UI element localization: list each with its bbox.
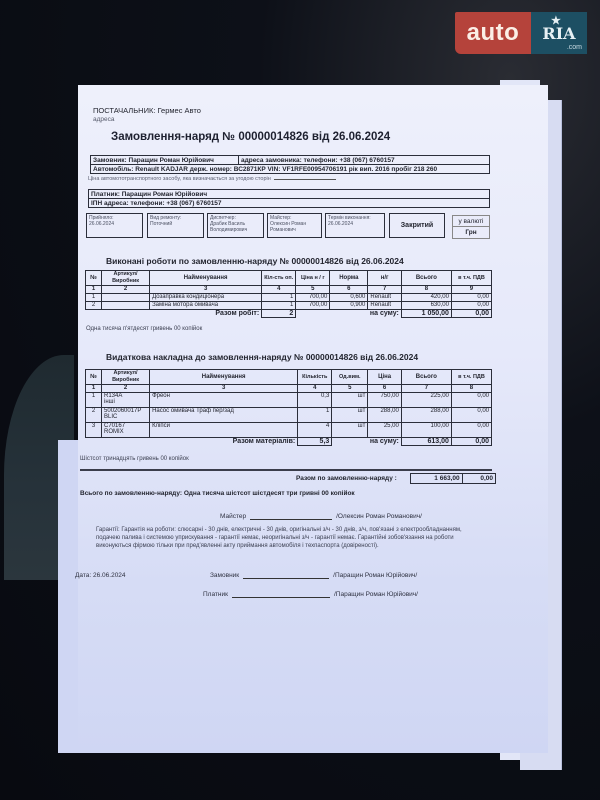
- materials-sum-vat: 0,00: [451, 438, 491, 446]
- payer-signature: [203, 591, 418, 598]
- grand-total-value: 1 663,00: [411, 474, 463, 483]
- colnum: 8: [451, 385, 491, 393]
- col-vat: в т.ч. ПДВ: [451, 271, 491, 286]
- cell-qty: 1: [262, 302, 296, 310]
- materials-header-row: [86, 370, 492, 385]
- cell-vat: 0,00: [451, 423, 491, 438]
- info-value: 26.06.2024: [328, 221, 354, 227]
- materials-in-words: Шістсот тринадцять гривень 00 копійок: [80, 456, 189, 462]
- col-total: Всього: [401, 370, 451, 385]
- colnum: 3: [150, 385, 298, 393]
- info-value: 26.06.2024: [89, 221, 115, 227]
- col-name: Найменування: [150, 370, 298, 385]
- currency-label: у валюті: [453, 216, 489, 227]
- works-colnum-row: [86, 286, 492, 294]
- info-value: Драбик Василь Володимирович: [210, 221, 248, 233]
- cell-article: [102, 294, 150, 302]
- document-date: Дата: 26.06.2024: [75, 572, 126, 579]
- colnum: 8: [401, 286, 451, 294]
- document-title: Замовлення-наряд № 00000014826 від 26.06.2024: [111, 131, 391, 143]
- cell-name: Дозаправка кондиціонера: [150, 294, 262, 302]
- materials-subtotal-row: [86, 438, 492, 446]
- cell-qty: 1: [262, 294, 296, 302]
- works-header-row: [86, 271, 492, 286]
- col-unit: Од.вим.: [332, 370, 368, 385]
- payer-sig-label: Платник: [203, 591, 228, 598]
- cell-article: [102, 393, 150, 408]
- cell-article: [102, 302, 150, 310]
- price-note-text: Ціна автомототранспортного засобу, яка визначається за угодою сторін: [88, 176, 271, 182]
- info-value: Олексин Роман Романович: [270, 221, 307, 233]
- colnum: 6: [368, 385, 402, 393]
- currency-box: [452, 215, 490, 239]
- works-table: [85, 270, 492, 318]
- cell-qty: 0,3: [298, 393, 332, 408]
- payer-name: Платник: Паращин Роман Юрійович: [91, 191, 208, 198]
- cell-total: 100,00: [401, 423, 451, 438]
- article-code: C70167: [104, 423, 126, 429]
- info-value: Поточний: [150, 221, 173, 227]
- works-subtotal-label: Разом робіт:: [215, 310, 260, 318]
- col-price: Ціна: [368, 370, 402, 385]
- colnum: 1: [86, 385, 102, 393]
- article-maker: BLIC: [104, 414, 118, 420]
- signature-line: [232, 597, 330, 598]
- master-signature: [220, 513, 422, 520]
- cell-name: Кліпси: [150, 423, 298, 438]
- materials-sum-total: 613,00: [401, 438, 451, 446]
- grand-total-box: [410, 473, 496, 484]
- cell-unit: шт: [332, 423, 368, 438]
- cell-no: 2: [86, 302, 102, 310]
- info-label: Майстер:: [270, 215, 292, 221]
- cell-name: Заміна мотора омивача: [150, 302, 262, 310]
- info-label: Вид ремонту:: [150, 215, 182, 221]
- works-sum-label: на суму:: [369, 310, 399, 318]
- cell-total: 225,00: [401, 393, 451, 408]
- materials-title: Видаткова накладна до замовлення-наряду № 00000014826 від 26.06.2024: [106, 352, 419, 362]
- spacer: [330, 310, 368, 318]
- colnum: 2: [102, 385, 150, 393]
- col-no: №: [86, 370, 102, 385]
- table-row: [86, 393, 492, 408]
- cell-name: Насос омивача Траф пер/зад: [150, 408, 298, 423]
- master-name: /Олексин Роман Романович/: [336, 513, 422, 520]
- col-name: Найменування: [150, 271, 262, 286]
- col-price: Ціна н / г: [296, 271, 330, 286]
- article-code: 5002060017P: [104, 408, 142, 414]
- info-dispatcher: [207, 213, 264, 238]
- colnum: 1: [86, 286, 102, 294]
- divider: [80, 469, 492, 471]
- colnum: 2: [102, 286, 150, 294]
- cell-price: 25,00: [368, 423, 402, 438]
- article-maker: ROMIX: [104, 429, 124, 435]
- cell-norm: 0,900: [330, 302, 368, 310]
- materials-subtotal-qty: 5,3: [298, 438, 332, 446]
- article-maker: інші: [104, 399, 115, 405]
- vehicle-info: Автомобіль: Renault KADJAR держ. номер: ВС2871КР VIN: VF1RFE00954706191 рік вип. 2016 пробіг 218 260: [93, 166, 438, 173]
- cell-qty: 1: [298, 408, 332, 423]
- signature-line: [250, 519, 332, 520]
- materials-sum-label: на суму:: [369, 438, 399, 446]
- spacer: [332, 438, 368, 446]
- cell-price: 750,00: [368, 393, 402, 408]
- info-repair-type: [147, 213, 204, 238]
- cell-article: [102, 408, 150, 423]
- star-icon: ★: [551, 14, 561, 27]
- col-total: Всього: [401, 271, 451, 286]
- works-in-words: Одна тисяча п'ятдесят гривень 00 копійок: [86, 326, 203, 332]
- col-norm: Норма: [330, 271, 368, 286]
- cell-vat: 0,00: [451, 408, 491, 423]
- cell-unit: шт: [332, 393, 368, 408]
- info-deadline: [325, 213, 385, 238]
- customer-address: адреса замовника: телефони: +38 (067) 6760157: [238, 156, 399, 164]
- materials-subtotal-label: Разом матеріалів:: [232, 438, 296, 446]
- grand-total-vat: 0,00: [480, 475, 493, 482]
- colnum: 4: [298, 385, 332, 393]
- customer-signature: [210, 572, 417, 579]
- colnum: 9: [451, 286, 491, 294]
- works-subtotal-row: [86, 310, 492, 318]
- vehicle-row: [90, 164, 490, 174]
- materials-table: [85, 369, 492, 446]
- currency-value: Грн: [465, 229, 477, 236]
- col-no: №: [86, 271, 102, 286]
- colnum: 7: [401, 385, 451, 393]
- colnum: 5: [332, 385, 368, 393]
- cell-qty: 4: [298, 423, 332, 438]
- materials-colnum-row: [86, 385, 492, 393]
- cell-article: [102, 423, 150, 438]
- logo-ria-text: RIA: [542, 23, 576, 43]
- spacer: [296, 310, 330, 318]
- cell-name: Фреон: [150, 393, 298, 408]
- customer-sig-name: /Паращин Роман Юрійович/: [333, 572, 418, 579]
- table-row: [86, 294, 492, 302]
- order-status: Закритий: [389, 213, 445, 238]
- master-label: Майстер: [220, 513, 247, 520]
- info-label: Диспетчер:: [210, 215, 236, 221]
- cell-norm: 0,600: [330, 294, 368, 302]
- info-label: Прийняло:: [89, 215, 114, 221]
- article-code: R134A: [104, 393, 123, 399]
- payer-contacts: ІПН адреса: телефони: +38 (067) 6760157: [91, 200, 222, 207]
- grand-total-in-words: Всього по замовленню-наряду: Одна тисяча шістсот шістдесят три гривні 00 копійок: [80, 490, 355, 497]
- colnum: 5: [296, 286, 330, 294]
- col-article: Артикул/Виробник: [102, 370, 150, 385]
- works-title: Виконані роботи по замовленню-наряду № 00000014826 від 26.06.2024: [106, 256, 404, 266]
- supplier: ПОСТАЧАЛЬНИК: Гермес Авто: [93, 106, 201, 115]
- payer-contacts-row: [88, 198, 490, 208]
- cell-total: 630,00: [401, 302, 451, 310]
- colnum: 7: [368, 286, 402, 294]
- table-row: [86, 408, 492, 423]
- info-received: [86, 213, 143, 238]
- cell-vat: 0,00: [451, 393, 491, 408]
- payer-sig-name: /Паращин Роман Юрійович/: [333, 591, 418, 598]
- cell-no: 2: [86, 408, 102, 423]
- grand-total-label: Разом по замовленню-наряду :: [296, 475, 397, 482]
- info-master: [267, 213, 322, 238]
- col-vat: в т.ч. ПДВ: [451, 370, 491, 385]
- price-note: [88, 176, 336, 182]
- guarantee-text: Гарантії: Гарантія на роботи: слюсарні - 30 днів, електричні - 30 днів, оригінальні з/ч - 30 днів, з/ч, пов'язані з електрообладнанням, подачею палива і системою уприскування - гарантії немає, неоригінальні з/ч - гарантії немає. Гарантійні зобов'язання на роботи виконуються фірмою тільки при пред'явленні акту приймання автомобіля і техпаспорта (довіреності).: [96, 527, 462, 549]
- col-nh: н/г: [368, 271, 402, 286]
- cell-vat: 0,00: [451, 302, 491, 310]
- cell-nh: Renault: [368, 294, 402, 302]
- cell-no: 3: [86, 423, 102, 438]
- info-label: Термін виконання:: [328, 215, 371, 221]
- cell-no: 1: [86, 393, 102, 408]
- col-article: Артикул/Виробник: [102, 271, 150, 286]
- works-sum-total: 1 050,00: [401, 310, 451, 318]
- cell-no: 1: [86, 294, 102, 302]
- table-row: [86, 302, 492, 310]
- table-row: [86, 423, 492, 438]
- cell-unit: шт: [332, 408, 368, 423]
- customer-name: Замовник: Паращин Роман Юрійович: [93, 157, 214, 164]
- col-qty: Кількість: [298, 370, 332, 385]
- logo-com-text: .com: [566, 44, 582, 51]
- signature-line: [243, 578, 329, 579]
- cell-total: 420,00: [401, 294, 451, 302]
- cell-total: 288,00: [401, 408, 451, 423]
- cell-vat: 0,00: [451, 294, 491, 302]
- supplier-address: адреса: [93, 116, 115, 123]
- cell-price: 700,00: [296, 294, 330, 302]
- works-sum-vat: 0,00: [451, 310, 491, 318]
- colnum: 4: [262, 286, 296, 294]
- works-subtotal-qty: 2: [262, 310, 296, 318]
- cell-price: 700,00: [296, 302, 330, 310]
- logo-auto-part: auto: [455, 12, 531, 54]
- col-qty: Кіл-сть оп.: [262, 271, 296, 286]
- customer-sig-label: Замовник: [210, 572, 240, 579]
- cell-price: 288,00: [368, 408, 402, 423]
- cell-nh: Renault: [368, 302, 402, 310]
- colnum: 3: [150, 286, 262, 294]
- price-blank-line: [274, 179, 336, 180]
- colnum: 6: [330, 286, 368, 294]
